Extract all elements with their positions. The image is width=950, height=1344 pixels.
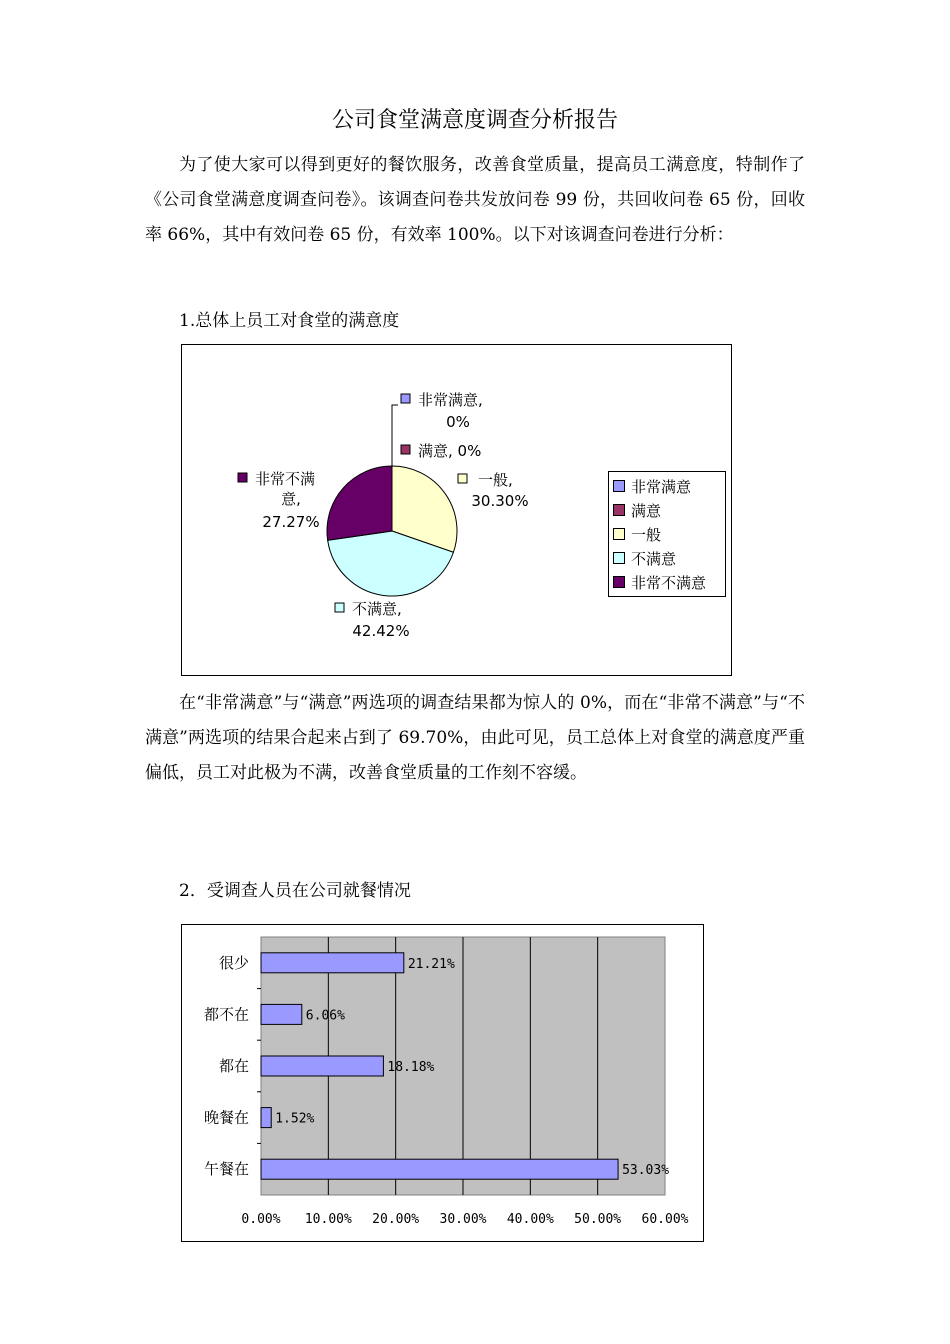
pie-label-swatch-4 <box>238 473 247 482</box>
y-category-label: 很少 <box>218 953 249 972</box>
pie-data-label-2: 30.30% <box>471 492 529 510</box>
x-tick-label: 0.00% <box>241 1212 281 1227</box>
y-category-label: 都不在 <box>203 1005 249 1024</box>
bar <box>261 1004 302 1024</box>
bar <box>261 953 404 973</box>
y-category-label: 都在 <box>218 1057 249 1075</box>
legend-swatch <box>613 480 625 492</box>
pie-data-label-4: 非常不满 <box>255 470 316 488</box>
bar-chart-frame <box>181 924 704 1242</box>
bar <box>261 1056 383 1076</box>
x-tick-label: 50.00% <box>574 1212 622 1227</box>
legend-label: 非常满意 <box>631 477 692 496</box>
bar-value-label: 21.21% <box>407 956 455 972</box>
x-tick-label: 60.00% <box>641 1212 689 1227</box>
report-title: 公司食堂满意度调查分析报告 <box>331 108 618 133</box>
section2-heading: 2．受调查人员在公司就餐情况 <box>179 881 411 901</box>
x-tick-label: 30.00% <box>439 1212 487 1227</box>
section1-heading: 1.总体上员工对食堂的满意度 <box>179 311 400 331</box>
legend-label: 满意 <box>631 501 662 520</box>
legend-swatch <box>613 576 625 588</box>
legend-item <box>613 546 721 570</box>
bar <box>261 1159 618 1179</box>
legend-swatch <box>613 504 625 516</box>
bar-value-label: 53.03% <box>622 1163 670 1179</box>
section1-analysis: 在“非常满意”与“满意”两选项的调查结果都为惊人的 0%，而在“非常不满意”与“不满意”两选项的结果合起来占到了 69.70%，由此可见，员工总体上对食堂的满意度严重偏低，员工对此极为不满，改善食堂质量的工作刻不容缓。 <box>145 693 805 783</box>
bar-chart <box>182 925 703 1241</box>
legend-swatch <box>613 552 625 564</box>
legend-item <box>613 522 721 546</box>
pie-data-label-0: 非常满意, <box>418 391 483 409</box>
intro-paragraph: 为了使大家可以得到更好的餐饮服务，改善食堂质量，提高员工满意度，特制作了《公司食堂满意度调查问卷》。该调查问卷共发放问卷 99 份，共回收问卷 65 份，回收率 66%，其中有效问卷 65 份，有效率 100%。以下对该调查问卷进行分析： <box>145 155 805 245</box>
pie-data-label-3: 42.42% <box>352 622 410 640</box>
legend-label: 不满意 <box>631 549 677 568</box>
y-category-label: 晚餐在 <box>203 1108 249 1127</box>
x-tick-label: 20.00% <box>372 1212 420 1227</box>
pie-label-swatch-1 <box>401 445 410 454</box>
pie-data-label-0: 0% <box>446 413 470 431</box>
legend-label: 非常不满意 <box>631 573 707 592</box>
legend-item <box>613 474 721 498</box>
legend-label: 一般 <box>631 525 662 544</box>
pie-legend <box>608 471 726 597</box>
bar-value-label: 18.18% <box>387 1060 435 1075</box>
pie-label-swatch-3 <box>335 603 344 612</box>
legend-item <box>613 570 721 594</box>
x-tick-label: 10.00% <box>304 1212 352 1227</box>
pie-data-label-3: 不满意, <box>352 600 402 618</box>
legend-swatch <box>613 528 625 540</box>
bar-value-label: 1.52% <box>275 1111 315 1127</box>
legend-item <box>613 498 721 522</box>
pie-slice-4 <box>327 466 392 540</box>
pie-chart-frame <box>181 344 732 676</box>
leader-line <box>392 405 398 466</box>
pie-data-label-2: 一般, <box>478 471 513 489</box>
pie-data-label-1: 满意, 0% <box>418 442 482 460</box>
pie-data-label-4: 意, <box>281 490 301 508</box>
pie-label-swatch-0 <box>401 394 410 403</box>
x-tick-label: 40.00% <box>506 1212 554 1227</box>
bar <box>261 1108 271 1128</box>
pie-label-swatch-2 <box>458 474 467 483</box>
pie-data-label-4: 27.27% <box>262 513 320 531</box>
y-category-label: 午餐在 <box>203 1160 249 1179</box>
bar-value-label: 6.06% <box>305 1008 345 1024</box>
